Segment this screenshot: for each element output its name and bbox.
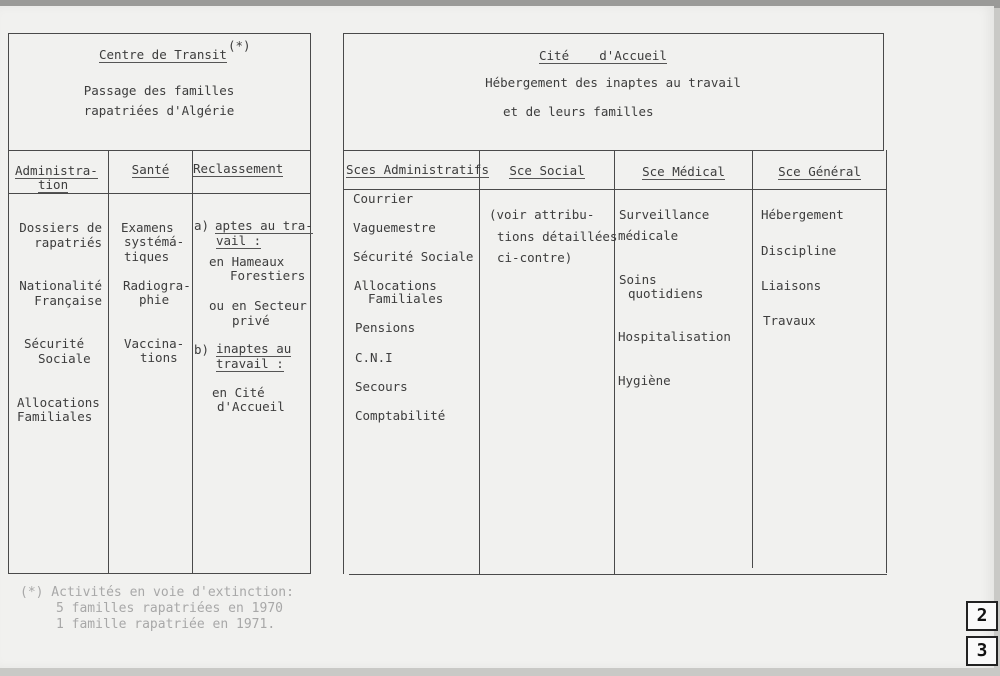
admin-item-nationalite-2: Française: [34, 293, 102, 308]
admin-securite-sociale: Sécurité Sociale: [353, 249, 474, 264]
admin-allocations-2: Familiales: [368, 291, 444, 306]
reclass-hameaux: en Hameaux: [209, 254, 285, 269]
admin-pensions: Pensions: [355, 320, 416, 335]
reclass-secteur: ou en Secteur: [209, 298, 307, 313]
admin-item-allocations-2: Familiales: [17, 409, 93, 424]
col-header-sce-social: Sce Social: [509, 163, 585, 178]
general-hebergement: Hébergement: [761, 207, 844, 222]
admin-secours: Secours: [355, 379, 408, 394]
medical-hospitalisation: Hospitalisation: [618, 329, 731, 344]
right-subtitle-1: Hébergement des inaptes au travail: [485, 75, 741, 90]
admin-comptabilite: Comptabilité: [355, 408, 446, 423]
page-tag-2: 2: [966, 601, 998, 631]
right-box-bottom-border: [349, 574, 887, 575]
page-tag-3: 3: [966, 636, 998, 666]
col-header-reclassement: Reclassement: [193, 161, 284, 176]
right-colhead-divider: [343, 189, 887, 190]
col-header-sce-medical: Sce Médical: [642, 164, 725, 179]
col-header-sces-administratifs: Sces Administratifs: [346, 162, 489, 177]
reclass-hameaux-2: Forestiers: [230, 268, 306, 283]
col-header-sce-general: Sce Général: [778, 164, 861, 179]
right-box-right-border-top: [883, 33, 884, 150]
medical-soins: Soins: [619, 272, 657, 287]
left-col-divider-2: [192, 150, 193, 573]
sante-item-examens: Examens: [121, 220, 174, 235]
col-header-sante: Santé: [131, 162, 170, 177]
left-box-right-border: [310, 33, 311, 573]
right-subtitle-2: et de leurs familles: [503, 104, 654, 119]
admin-allocations: Allocations: [354, 278, 437, 293]
left-header-divider: [8, 150, 311, 151]
reclass-a-label: a): [194, 218, 210, 233]
social-line-2: tions détaillées: [497, 229, 618, 244]
left-subtitle-1: Passage des familles: [83, 83, 235, 98]
reclass-b-label: b): [194, 342, 210, 357]
reclass-inaptes-2: travail :: [216, 356, 284, 371]
admin-item-dossiers: Dossiers de: [19, 220, 102, 235]
admin-item-nationalite: Nationalité: [19, 278, 102, 293]
admin-item-allocations: Allocations: [17, 395, 100, 410]
reclass-inaptes: inaptes au: [216, 341, 292, 356]
cite-accueil-title: Cité d'Accueil: [539, 48, 667, 63]
left-colhead-divider: [8, 193, 311, 194]
footnote-line-3: 1 famille rapatriée en 1971.: [56, 617, 276, 632]
sante-item-radiographie-2: phie: [139, 292, 170, 307]
admin-item-securite-2: Sociale: [38, 351, 91, 366]
centre-transit-title: Centre de Transit: [99, 47, 227, 62]
left-col-divider-1: [108, 150, 109, 573]
right-box-top-border: [343, 33, 884, 34]
reclass-cite: en Cité: [212, 385, 265, 400]
medical-soins-2: quotidiens: [628, 286, 704, 301]
reclass-secteur-2: privé: [232, 313, 270, 328]
asterisk-mark: (*): [228, 38, 251, 53]
reclass-cite-2: d'Accueil: [217, 399, 285, 414]
sante-item-vaccinations: Vaccina-: [124, 336, 185, 351]
admin-courrier: Courrier: [353, 191, 414, 206]
left-subtitle-2: rapatriées d'Algérie: [83, 103, 235, 118]
left-box-bottom-border: [8, 573, 311, 574]
right-col-divider-2: [614, 150, 615, 574]
social-line-3: ci-contre): [497, 250, 573, 265]
sante-item-vaccinations-2: tions: [140, 350, 178, 365]
footnote-line-1: (*) Activités en voie d'extinction:: [20, 585, 294, 600]
col-header-administration: Administra-: [15, 163, 98, 178]
general-travaux: Travaux: [763, 313, 816, 328]
sante-item-examens-3: tiques: [124, 249, 170, 264]
sante-item-examens-2: systémá-: [124, 234, 185, 249]
general-liaisons: Liaisons: [761, 278, 822, 293]
admin-item-dossiers-2: rapatriés: [34, 235, 102, 250]
medical-surveillance-2: médicale: [618, 228, 679, 243]
reclass-aptes: aptes au tra-: [215, 218, 313, 233]
right-col-divider-3: [752, 150, 753, 568]
right-box-left-border: [343, 33, 344, 574]
medical-surveillance: Surveillance: [619, 207, 710, 222]
left-box-top-border: [8, 33, 310, 34]
medical-hygiene: Hygiène: [618, 373, 671, 388]
sante-item-radiographie: Radiogra-: [123, 278, 191, 293]
social-line-1: (voir attribu-: [489, 207, 595, 222]
col-header-administration-2: tion: [38, 177, 69, 192]
admin-cni: C.N.I: [355, 350, 393, 365]
reclass-aptes-2: vail :: [216, 233, 262, 248]
right-col-divider-1: [479, 150, 480, 574]
footnote-line-2: 5 familles rapatriées en 1970: [56, 601, 283, 616]
admin-item-securite: Sécurité: [24, 336, 85, 351]
general-discipline: Discipline: [761, 243, 837, 258]
admin-vaguemestre: Vaguemestre: [353, 220, 436, 235]
right-box-right-border: [886, 150, 887, 573]
